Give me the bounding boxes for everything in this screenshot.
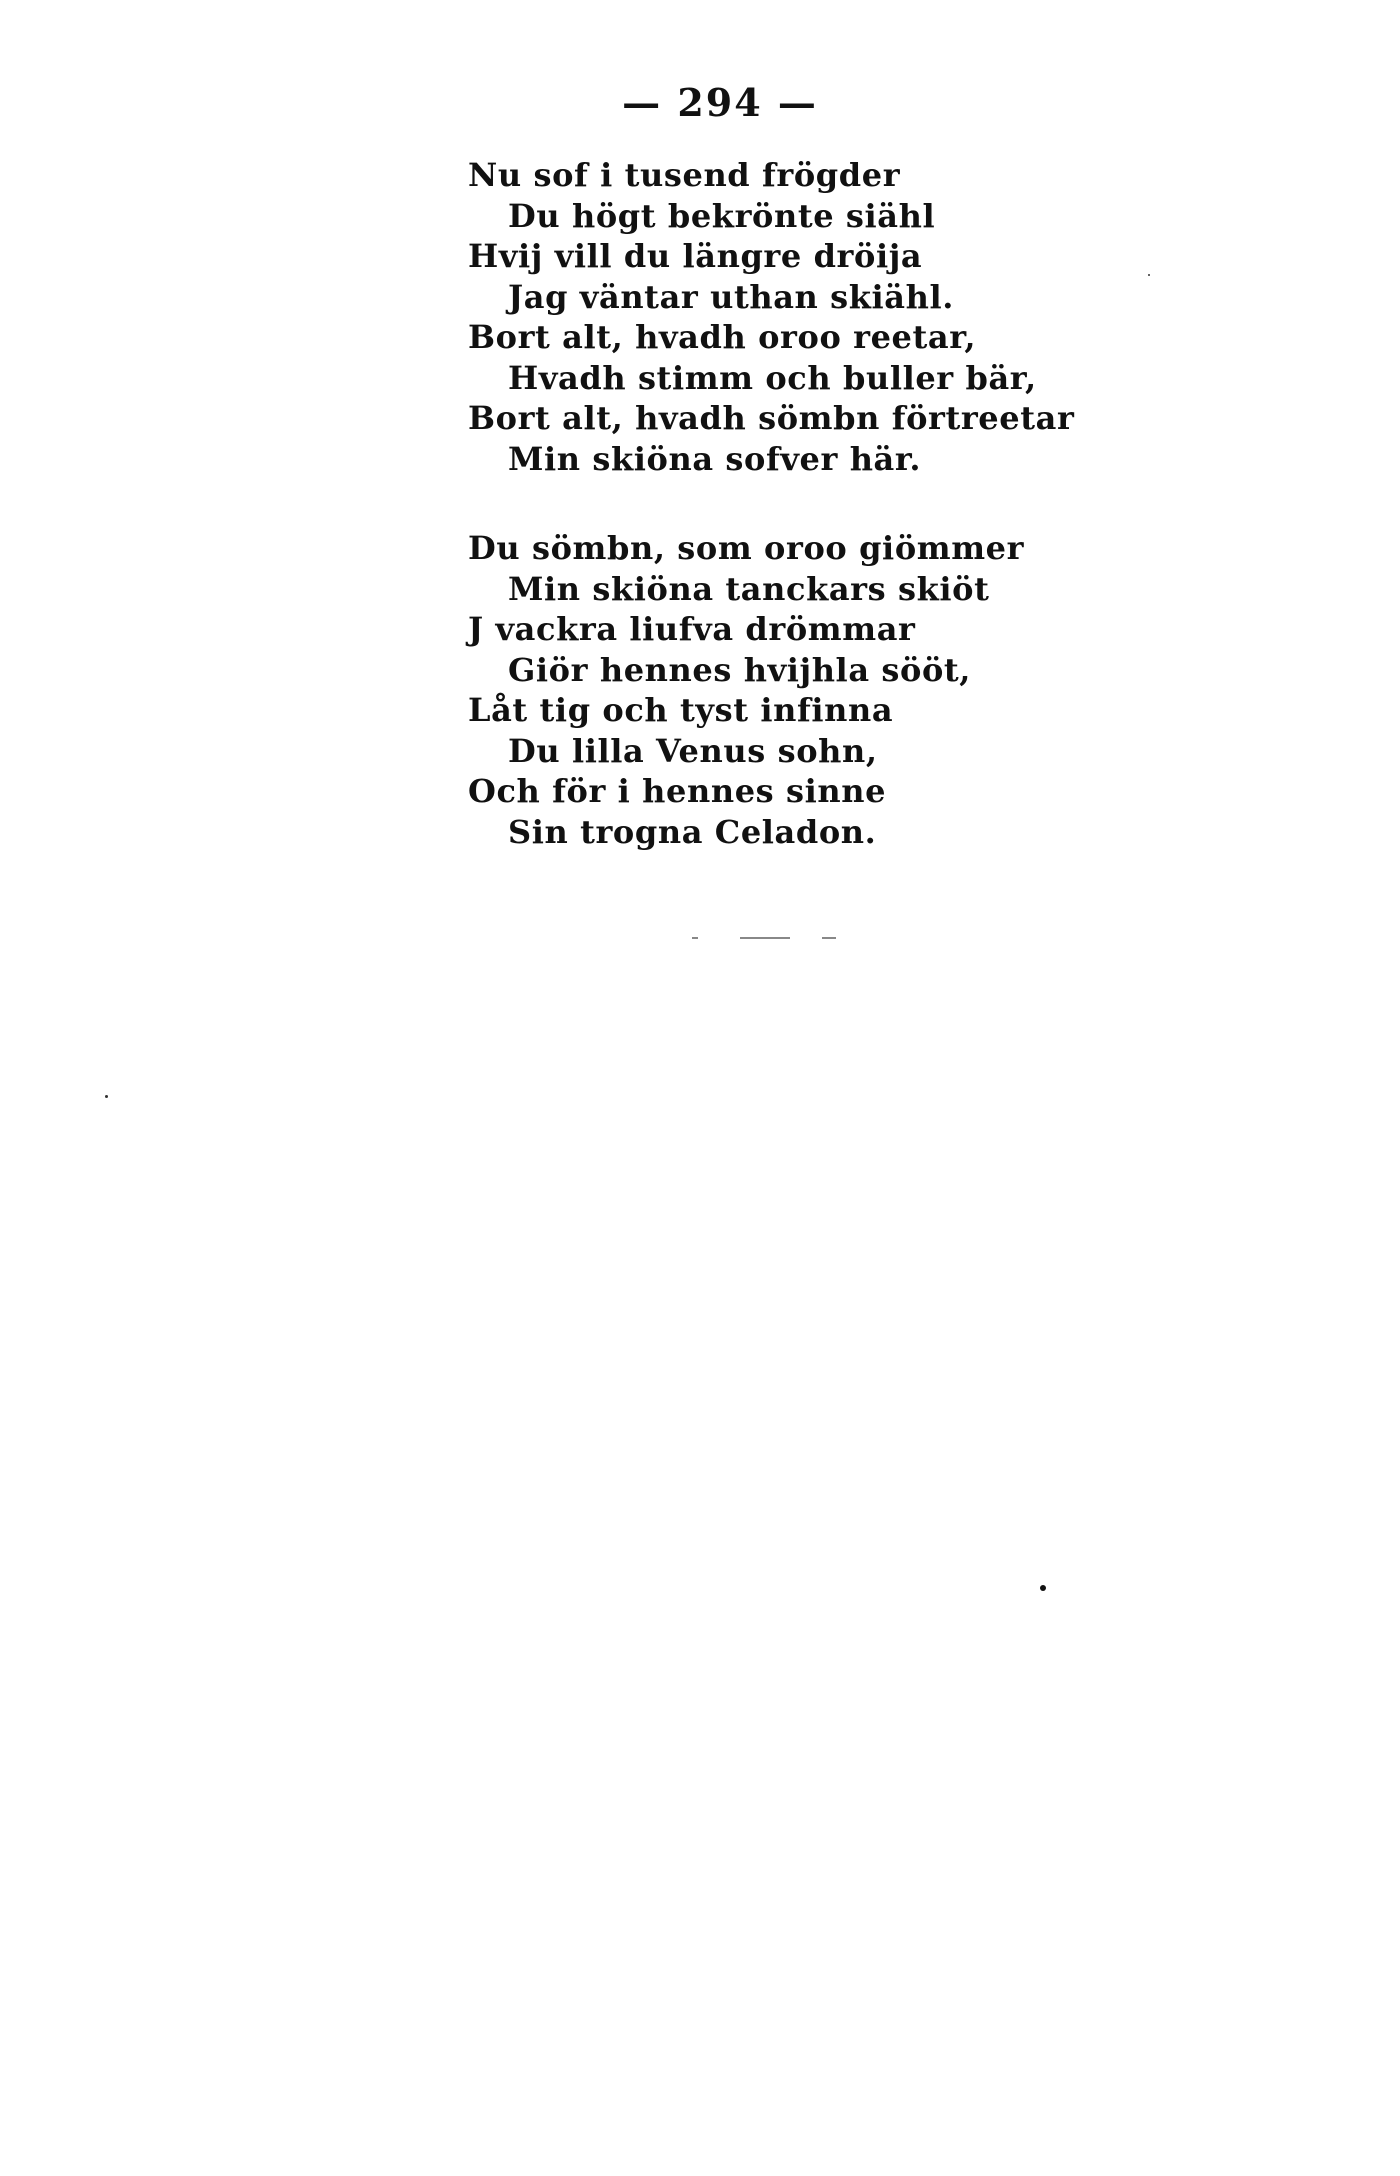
poem-line: Jag väntar uthan skiähl. [508, 277, 954, 316]
poem-line: Min skiöna tanckars skiöt [508, 569, 990, 608]
poem-line: Och för i hennes sinne [468, 772, 887, 810]
poem-line: Du lilla Venus sohn, [508, 731, 878, 770]
poem-line: Hvij vill du längre dröija [468, 237, 923, 275]
print-speck [105, 1095, 108, 1098]
poem-line: Hvadh stimm och buller bär, [508, 358, 1037, 397]
poem-line: Min skiöna sofver här. [508, 439, 922, 478]
poem [468, 155, 1168, 851]
poem-line: Nu sof i tusend frögder [468, 156, 901, 194]
stanza-2 [468, 528, 1024, 852]
poem-line: Sin trogna Celadon. [508, 812, 877, 851]
page-number: — 294 — [622, 80, 818, 125]
poem-line: Du sömbn, som oroo giömmer [468, 529, 1025, 567]
poem-line: Bort alt, hvadh oroo reetar, [468, 318, 977, 356]
poem-line: Bort alt, hvadh sömbn förtreetar [468, 399, 1075, 437]
poem-line: J vackra liufva drömmar [468, 610, 916, 648]
poem-line: Giör hennes hvijhla sööt, [508, 650, 972, 689]
stanza-1 [468, 155, 1168, 479]
print-speck [1040, 1585, 1046, 1591]
poem-line: Du högt bekrönte siähl [508, 196, 936, 235]
print-speck [1148, 274, 1150, 276]
poem-line: Låt tig och tyst infinna [468, 691, 894, 729]
end-ornament [692, 935, 842, 941]
